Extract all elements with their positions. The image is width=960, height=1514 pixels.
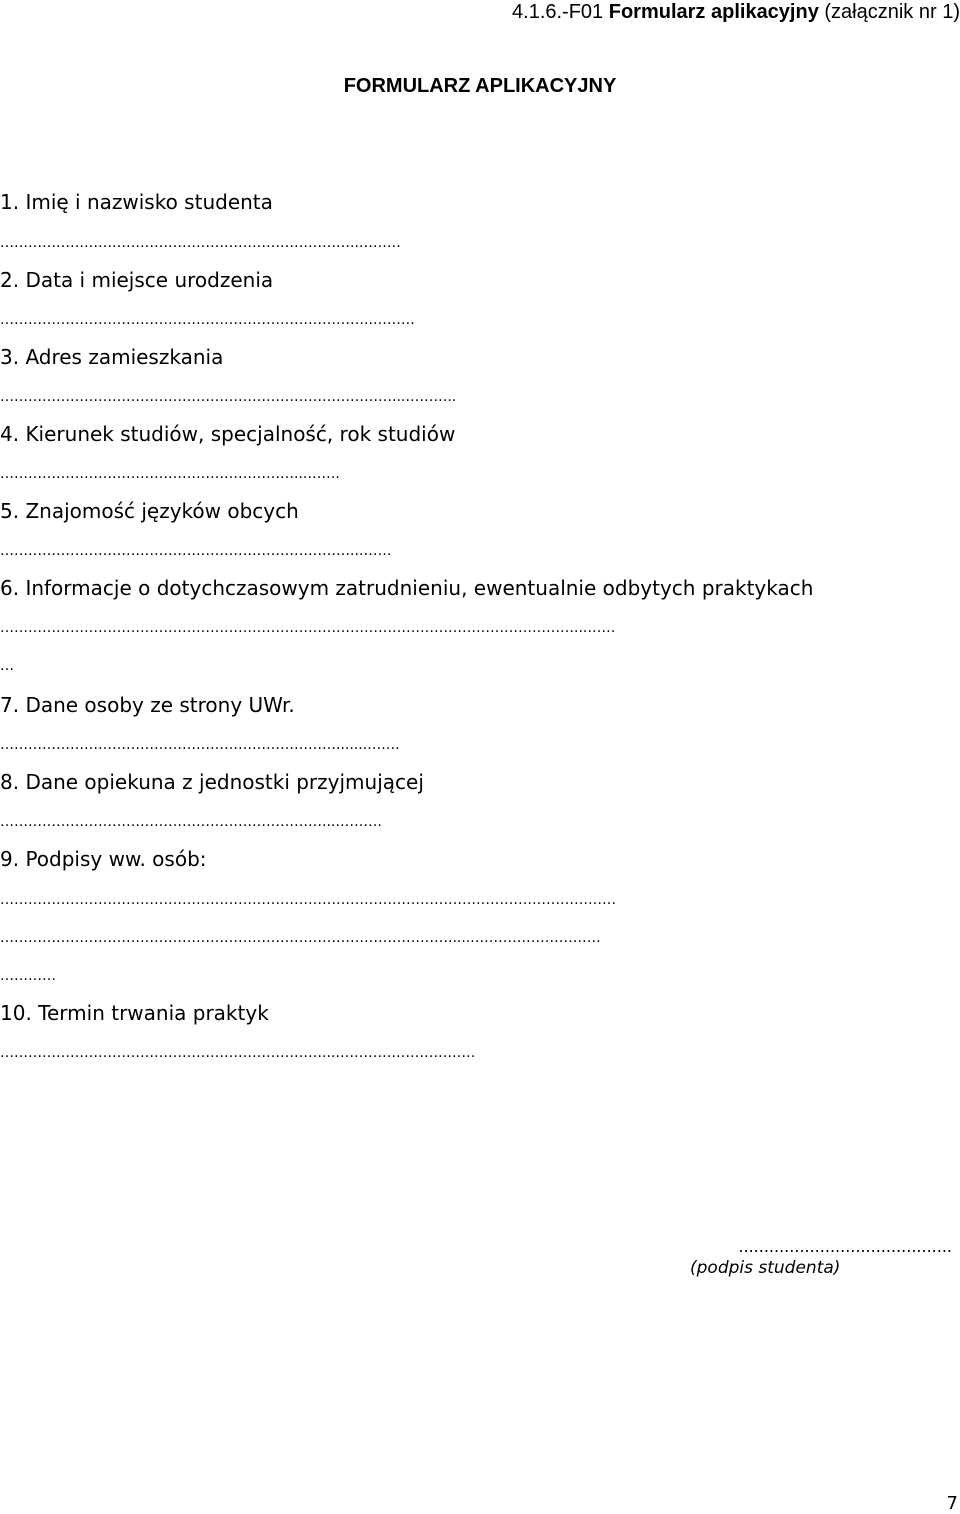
field-label-name: 1. Imię i nazwisko studenta [0,190,273,214]
page-number: 7 [946,1493,958,1514]
field-fill-signatures: …………………………………………………………………………………………………………………… [0,892,616,908]
field-label-uwr-person: 7. Dane osoby ze strony UWr. [0,693,295,717]
document-code: 4.1.6.-F01 [512,1,604,23]
field-label-employment: 6. Informacje o dotychczasowym zatrudnieniu, ewentualnie odbytych praktykach [0,576,814,600]
student-signature-line: .......................................... [738,1237,952,1256]
field-fill-uwr-person: ……………………………………………………………….......……. [0,737,400,753]
field-label-languages: 5. Znajomość języków obcych [0,499,299,523]
attachment-note: (załącznik nr 1) [824,1,960,23]
form-title: FORMULARZ APLIKACYJNY [343,75,617,97]
field-label-studies: 4. Kierunek studiów, specjalność, rok studiów [0,422,456,446]
field-fill-internship-period: ……………………………………………………………...………………………… [0,1045,476,1061]
field-fill-host-supervisor: ……………………………………………………………...………. [0,814,382,830]
field-label-signatures: 9. Podpisy ww. osób: [0,847,207,871]
field-fill-languages: …………………………………………………………………..……. [0,543,392,559]
field-fill-employment-cont: … [0,658,14,674]
field-fill-address: …………………………………………………………………………...……….. [0,389,457,405]
document-title: Formularz aplikacyjny [608,1,819,23]
student-signature-caption: (podpis studenta) [690,1258,841,1278]
field-label-host-supervisor: 8. Dane opiekuna z jednostki przyjmującej [0,770,424,794]
field-fill-signatures-end: ………… [0,968,56,984]
field-label-birth: 2. Data i miejsce urodzenia [0,268,274,292]
field-label-internship-period: 10. Termin trwania praktyk [0,1001,269,1025]
document-header [512,0,960,24]
field-fill-studies: ………………………………………………………...……. [0,466,340,482]
field-fill-employment: ……………………………………………………………………………………………………………...…… [0,620,616,636]
field-fill-signatures-cont: ……………………………………………………………………………………......……………………… [0,930,601,946]
field-fill-birth: ……………………………………………………………………..……… [0,312,415,328]
field-fill-name: …………………………………………………………………..……… [0,235,401,251]
field-label-address: 3. Adres zamieszkania [0,345,224,369]
